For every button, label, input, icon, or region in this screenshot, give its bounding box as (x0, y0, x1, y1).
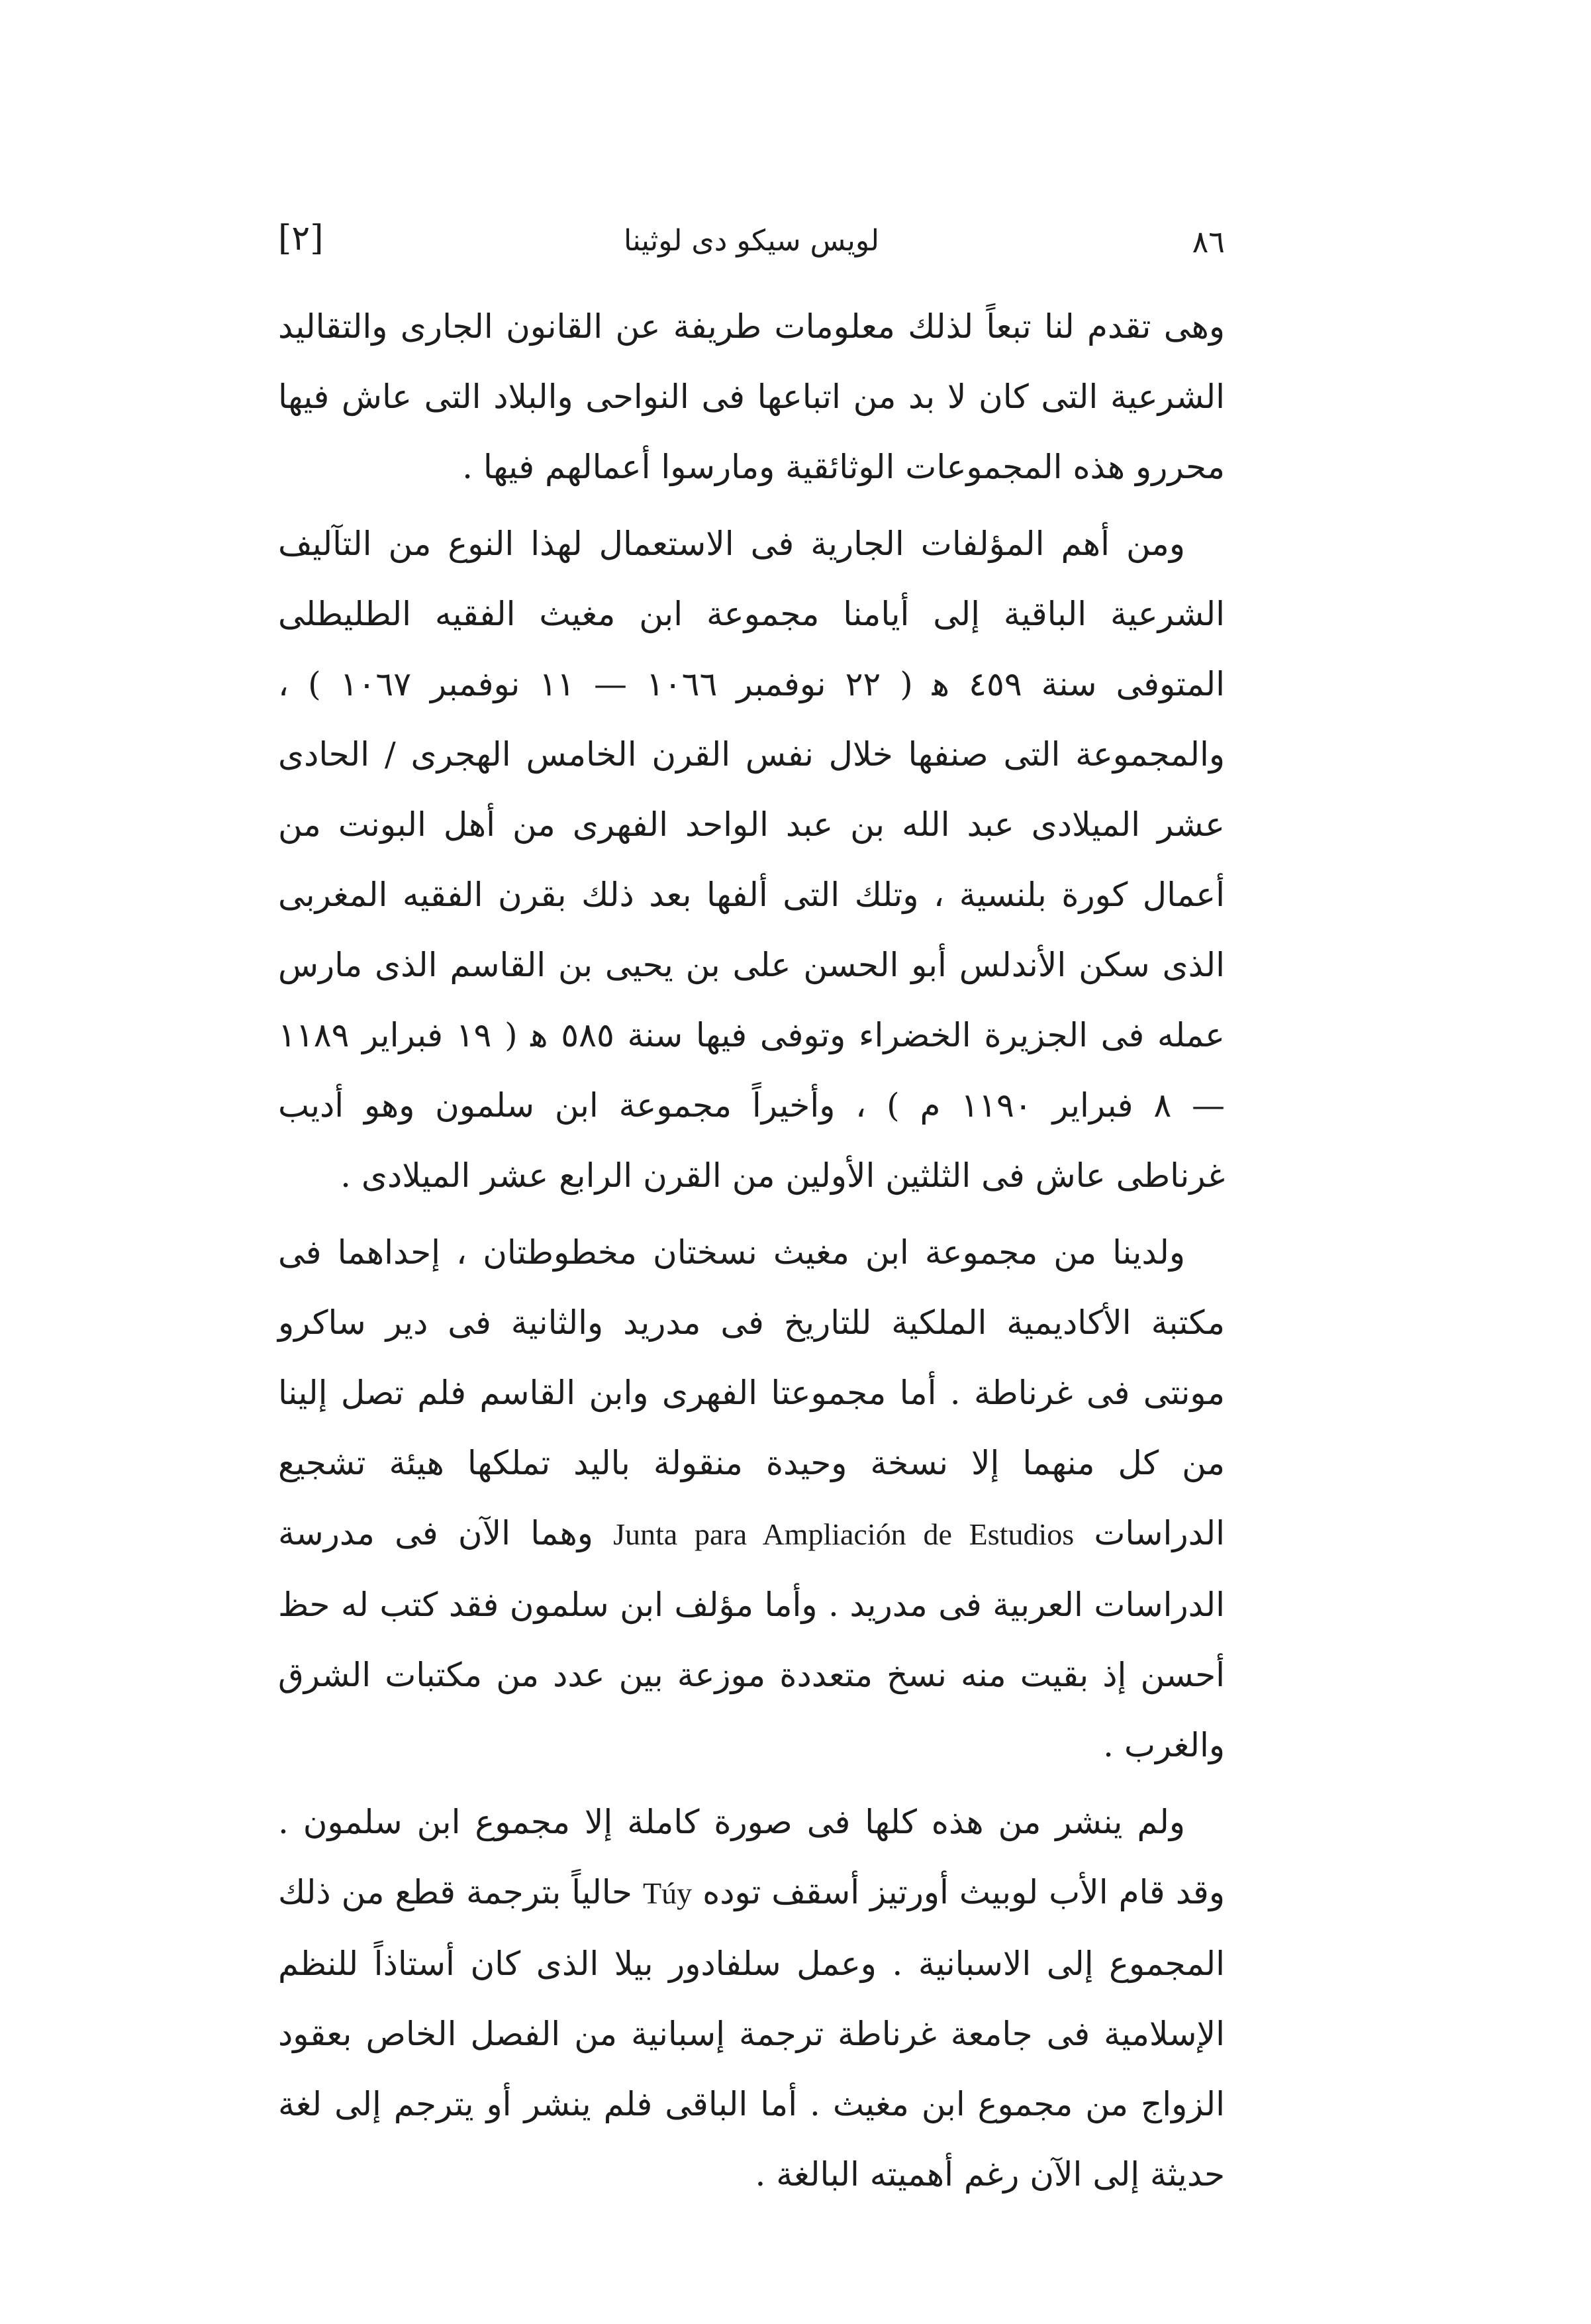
paragraph-text: وهى تقدم لنا تبعاً لذلك معلومات طريفة عن القانون الجارى والتقاليد الشرعية التى كان لا بد من اتباعها فى النواحى والبلاد التى عاش فيها محررو هذه المجموعات الوثائقية ومارسوا أعمالهم فيها . (278, 307, 1225, 486)
page-header (278, 212, 1225, 272)
paragraph-text: ومن أهم المؤلفات الجارية فى الاستعمال لهذا النوع من التآليف الشرعية الباقية إلى أيامنا مجموعة ابن مغيث الفقيه الطليطلى المتوفى سنة ٤٥٩ ﻫ ( ٢٢ نوفمبر ١٠٦٦ — ١١ نوفمبر ١٠٦٧ ) ، والمجموعة التى صنفها خلال نفس القرن الخامس الهجرى / الحادى عشر الميلادى عبد الله بن عبد الواحد الفهرى من أهل البونت من أعمال كورة بلنسية ، وتلك التى ألفها بعد ذلك بقرن الفقيه المغربى الذى سكن الأندلس أبو الحسن على بن يحيى بن القاسم الذى مارس عمله فى الجزيرة الخضراء وتوفى فيها سنة ٥٨٥ ﻫ ( ١٩ فبراير ١١٨٩ — ٨ فبراير ١١٩٠ م ) ، وأخيراً مجموعة ابن سلمون وهو أديب غرناطى عاش فى الثلثين الأولين من القرن الرابع عشر الميلادى . (278, 525, 1226, 1195)
section-mark: [٢] (278, 219, 324, 258)
latin-institution-name: Junta para Ampliación de Estudios (613, 1517, 1075, 1551)
paragraph-text: ولم ينشر من هذه كلها فى صورة كاملة إلا مجموع ابن سلمون . وقد قام الأب لوبيث أورتيز أسقف توده (278, 1803, 1225, 1911)
body-text (278, 291, 1225, 2216)
paragraph-text-continued: حالياً بترجمة قطع من ذلك المجموع إلى الاسبانية . وعمل سلفادور بيلا الذى كان أستاذاً للنظم الإسلامية فى جامعة غرناطة ترجمة إسبانية من الفصل الخاص بعقود الزواج من مجموع ابن مغيث . أما الباقى فلم ينشر أو يترجم إلى لغة حديثة إلى الآن رغم أهميته البالغة . (278, 1873, 1225, 2194)
paragraph-text: ولدينا من مجموعة ابن مغيث نسختان مخطوطتان ، إحداهما فى مكتبة الأكاديمية الملكية للتاريخ فى مدريد والثانية فى دير ساكرو مونتى فى غرناطة . أما مجموعتا الفهرى وابن القاسم فلم تصل إلينا من كل منهما إلا نسخة وحيدة منقولة باليد تملكها هيئة تشجيع الدراسات (278, 1233, 1225, 1552)
paragraph-3 (278, 1217, 1225, 1780)
page-number: ٨٦ (1192, 224, 1225, 260)
paragraph-2 (278, 509, 1225, 1211)
paragraph-1 (278, 291, 1225, 502)
latin-place-name: Túy (642, 1876, 693, 1910)
paragraph-text-continued: وهما الآن فى مدرسة الدراسات العربية فى مدريد . وأما مؤلف ابن سلمون فقد كتب له حظ أحسن إذ بقيت منه نسخ متعددة موزعة بين عدد من مكتبات الشرق والغرب . (278, 1514, 1225, 1764)
running-title: لويس سيكو دى لوثينا (624, 224, 879, 258)
paragraph-4 (278, 1787, 1225, 2209)
